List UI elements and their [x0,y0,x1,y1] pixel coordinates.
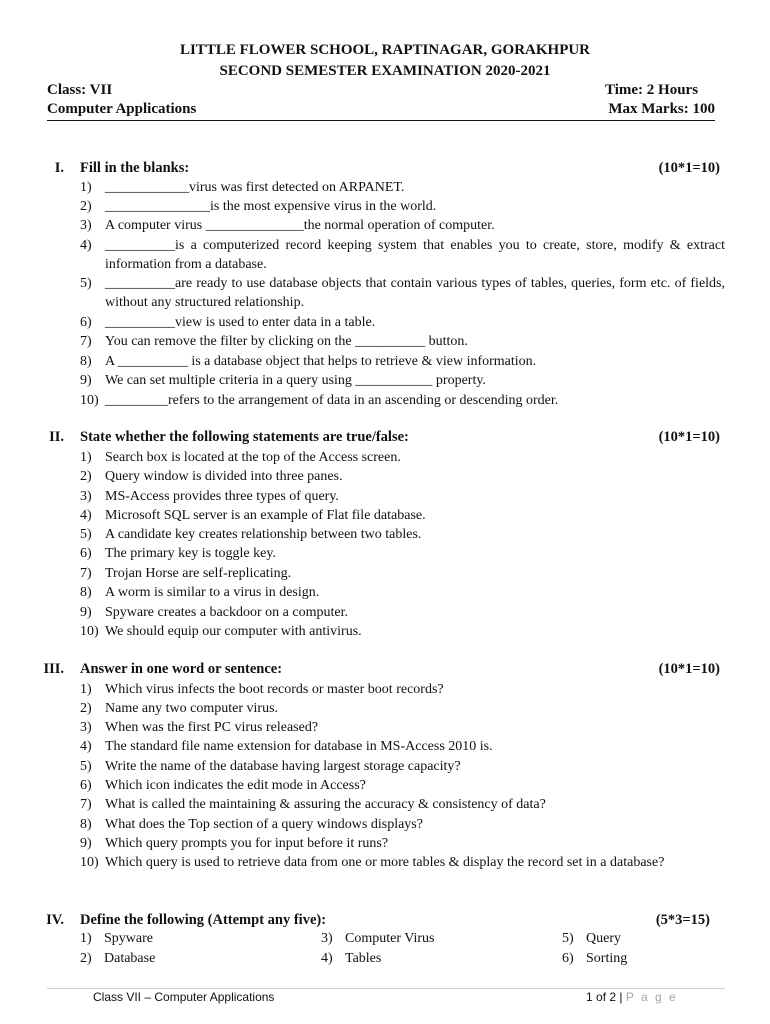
item-number: 3) [80,720,92,735]
list-item [80,951,155,967]
list-item [562,931,621,947]
section-4-marks: (5*3=15) [655,912,710,928]
list-item [562,951,627,967]
section-1-heading: Fill in the blanks: [80,160,190,176]
item-text: Sorting [586,951,628,966]
list-item [80,776,725,795]
list-item [80,487,725,506]
item-text: A worm is similar to a virus in design. [105,585,320,600]
list-item [80,699,725,718]
item-text: Which icon indicates the edit mode in Access? [105,778,366,793]
list-item [80,506,725,525]
section-4-roman: IV. [46,912,64,928]
item-text: We should equip our computer with antivirus. [105,624,362,639]
list-item [80,795,725,814]
item-number: 5) [562,931,574,946]
item-number: 6) [80,546,92,561]
item-number: 6) [562,951,574,966]
item-number: 9) [80,373,92,388]
item-text: __________is a computerized record keeping system that enables you to create, store, modify & extract information from a database. [105,238,725,273]
item-number: 1) [80,450,92,465]
section-2-heading: State whether the following statements are true/false: [80,429,409,445]
item-text: The primary key is toggle key. [105,546,276,561]
item-number: 7) [80,797,92,812]
footer-divider [47,988,725,989]
item-text: __________view is used to enter data in a table. [105,315,376,330]
item-number: 10) [80,393,99,408]
section-4-heading: Define the following (Attempt any five): [80,912,327,928]
list-item [80,236,725,275]
item-text: Trojan Horse are self-replicating. [105,566,292,581]
item-text: Database [104,951,156,966]
list-item [80,603,725,622]
item-number: 3) [80,218,92,233]
school-name: LITTLE FLOWER SCHOOL, RAPTINAGAR, GORAKHPUR [179,42,591,58]
list-item [80,834,725,853]
item-number: 2) [80,199,92,214]
item-text: MS-Access provides three types of query. [105,489,339,504]
item-text: Which query is used to retrieve data from one or more tables & display the record set in a database? [105,855,665,870]
item-text: __________are ready to use database objects that contain various types of tables, queries, form etc. of fields, without any structured relationship. [105,276,725,311]
exam-title: SECOND SEMESTER EXAMINATION 2020-2021 [219,63,551,79]
item-text: _______________is the most expensive virus in the world. [105,199,437,214]
item-number: 8) [80,585,92,600]
item-number: 2) [80,701,92,716]
section-3-marks: (10*1=10) [658,661,720,677]
item-text: We can set multiple criteria in a query using ___________ property. [105,373,486,388]
item-number: 9) [80,836,92,851]
item-text: _________refers to the arrangement of data in an ascending or descending order. [105,393,559,408]
item-text: Spyware [104,931,153,946]
section-1-marks: (10*1=10) [658,160,720,176]
item-number: 4) [321,951,333,966]
list-item [80,467,725,486]
max-marks-label: Max Marks: 100 [608,101,715,117]
item-number: 2) [80,469,92,484]
list-item [80,448,725,467]
section-2-marks: (10*1=10) [658,429,720,445]
list-item [80,525,725,544]
footer-left: Class VII – Computer Applications [93,990,275,1004]
item-number: 4) [80,739,92,754]
list-item [80,853,725,872]
item-text: A candidate key creates relationship between two tables. [105,527,422,542]
subject-row [47,101,715,121]
list-item [80,371,725,390]
list-item [80,391,725,410]
page-separator: | [619,990,623,1004]
item-number: 6) [80,778,92,793]
subject-label: Computer Applications [47,101,197,117]
item-number: 8) [80,354,92,369]
list-item [80,197,725,216]
list-item [321,951,381,967]
list-item [80,178,725,197]
item-text: Query [586,931,621,946]
section-3-roman: III. [43,661,64,677]
time-label: Time: 2 Hours [605,82,699,98]
item-text: Which virus infects the boot records or master boot records? [105,682,444,697]
item-text: Query window is divided into three panes. [105,469,343,484]
item-number: 1) [80,931,92,946]
list-item [80,544,725,563]
list-item [80,352,725,371]
section-2-roman: II. [49,429,64,445]
list-item [80,622,725,641]
class-label: Class: VII [47,82,113,98]
item-number: 6) [80,315,92,330]
item-number: 7) [80,566,92,581]
list-item [80,332,725,351]
item-text: You can remove the filter by clicking on the __________ button. [105,334,468,349]
item-number: 10) [80,624,99,639]
page-word: P a g e [625,990,678,1004]
item-number: 3) [80,489,92,504]
item-text: Microsoft SQL server is an example of Flat file database. [105,508,426,523]
item-number: 7) [80,334,92,349]
item-text: Search box is located at the top of the Access screen. [105,450,401,465]
item-number: 5) [80,527,92,542]
item-text: Name any two computer virus. [105,701,279,716]
item-text: Which query prompts you for input before it runs? [105,836,389,851]
item-text: When was the first PC virus released? [105,720,319,735]
item-text: Computer Virus [345,931,435,946]
item-number: 8) [80,817,92,832]
item-number: 10) [80,855,99,870]
item-number: 3) [321,931,333,946]
item-text: Spyware creates a backdoor on a computer. [105,605,348,620]
item-number: 9) [80,605,92,620]
list-item [80,931,153,947]
item-number: 4) [80,508,92,523]
item-number: 2) [80,951,92,966]
item-number: 4) [80,238,92,253]
section-3-heading: Answer in one word or sentence: [80,661,283,677]
list-item [80,815,725,834]
item-text: Write the name of the database having largest storage capacity? [105,759,461,774]
item-number: 5) [80,276,92,291]
list-item [321,931,435,947]
item-text: The standard file name extension for database in MS-Access 2010 is. [105,739,493,754]
list-item [80,757,725,776]
item-number: 1) [80,180,92,195]
item-text: A computer virus ______________the normal operation of computer. [105,218,495,233]
item-text: ____________virus was first detected on ARPANET. [105,180,405,195]
item-text: A __________ is a database object that helps to retrieve & view information. [105,354,537,369]
item-text: What does the Top section of a query windows displays? [105,817,423,832]
page-of: of 2 [596,990,617,1004]
list-item [80,274,725,313]
list-item [80,313,725,332]
list-item [80,583,725,602]
page-number [586,990,678,1004]
item-number: 1) [80,682,92,697]
list-item [80,718,725,737]
item-text: What is called the maintaining & assuring the accuracy & consistency of data? [105,797,546,812]
list-item [80,216,725,235]
list-item [80,737,725,756]
list-item [80,564,725,583]
page-current: 1 [586,990,593,1004]
item-text: Tables [345,951,382,966]
item-number: 5) [80,759,92,774]
section-1-roman: I. [54,160,64,176]
list-item [80,680,725,699]
